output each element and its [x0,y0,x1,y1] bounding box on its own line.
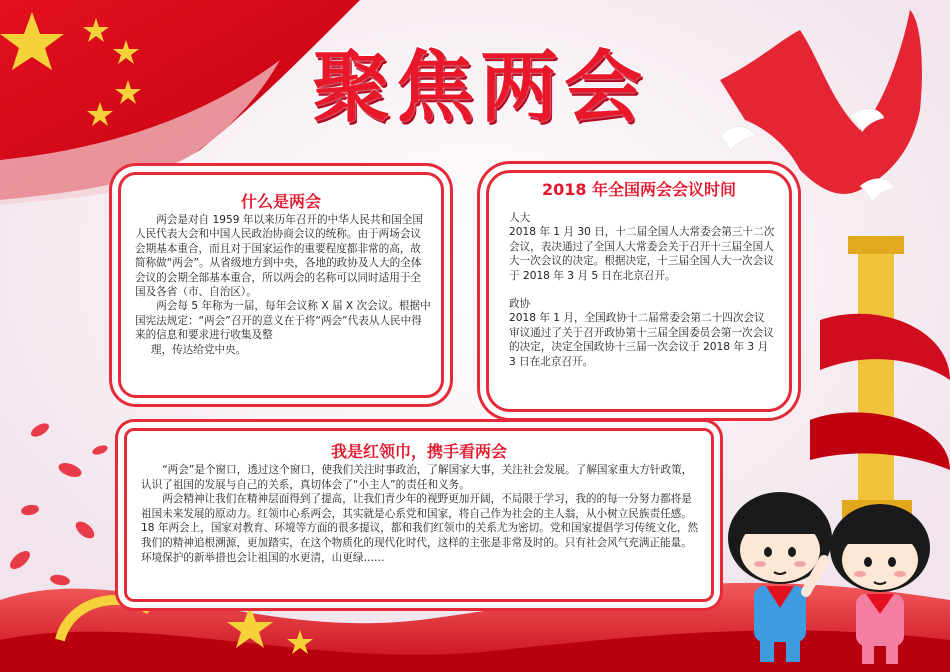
paragraph: 2018 年 1 月 30 日，十二届全国人大常委会第三十二次会议，表决通过了全国人大常委会关于召开十三届全国人大一次会议的决定。根据决定，十三届全国人大一次会议于 2018 年 3 月 5 日在北京召开。 [509,226,775,282]
panel-title: 什么是两会 [240,192,321,211]
what-is-lianghui-panel [118,172,444,398]
cartoon-kids-illustration [720,468,940,668]
paragraph: 理，传达给党中央。 [150,343,247,356]
panel-body [509,211,775,369]
section-heading: 人大 [509,212,531,224]
meeting-time-panel [486,170,792,412]
panel-title: 我是红领巾，携手看两会 [330,442,507,461]
panel-body [141,463,699,565]
paragraph: 两会是对自 1959 年以来历年召开的中华人民共和国全国人民代表大会和中国人民政治协商会议的统称。由于两场会议会期基本重合，而且对于国家运作的重要程度都非常的高，故简称做“两会”。从省级地方到中央，各地的政协及人大的全体会议的会期全部基本重合，所以两会的名称可以同时适用于全国及各省（市、自治区）。 [135,214,423,299]
paragraph: 两会精神让我们在精神层面得到了提高，让我们青少年的视野更加开阔，不局限于学习，我的的每一分努力都将是祖国未来发展的原动力。红领巾心系两会，其实就是心系党和国家，将自己作为社会的主人翁，从小树立民族责任感。18 年两会上，国家对教育、环境等方面的很多提议，都和我们红领巾的关系尤为密切。党和国家提倡学习传统文化，然我们的精神追根溯源，更加踏实，在这个物质化的现代化时代，这样的主张是非常及时的。只有社会风气充满正能量。环境保护的新举措也会让祖国的水更清，山更绿…… [141,493,699,564]
paragraph: 2018 年 1 月，全国政协十二届常委会第二十四次会议审议通过了关于召开政协第十三届全国委员会第一次会议的决定，决定全国政协十三届一次会议于 2018 年 3 月 3 日在北京召开。 [509,312,774,368]
red-scarf-panel [124,428,714,602]
panel-body [135,213,431,357]
poster-title: 聚焦两会 [311,42,648,133]
paragraph: “两会”是个窗口，透过这个窗口，使我们关注时事政治，了解国家大事，关注社会发展。了解国家重大方针政策，认识了祖国的发展与自己的关系，真切体会了“小主人”的责任和义务。 [141,464,693,491]
panel-title: 2018 年全国两会会议时间 [541,180,737,199]
paragraph: 两会每 5 年称为一届，每年会议称 X 届 X 次会议。根据中国宪法规定：“两会”召开的意义在于将“两会”代表从人民中得来的信息和要求进行收集及整 [135,300,431,342]
section-heading: 政协 [509,298,531,311]
